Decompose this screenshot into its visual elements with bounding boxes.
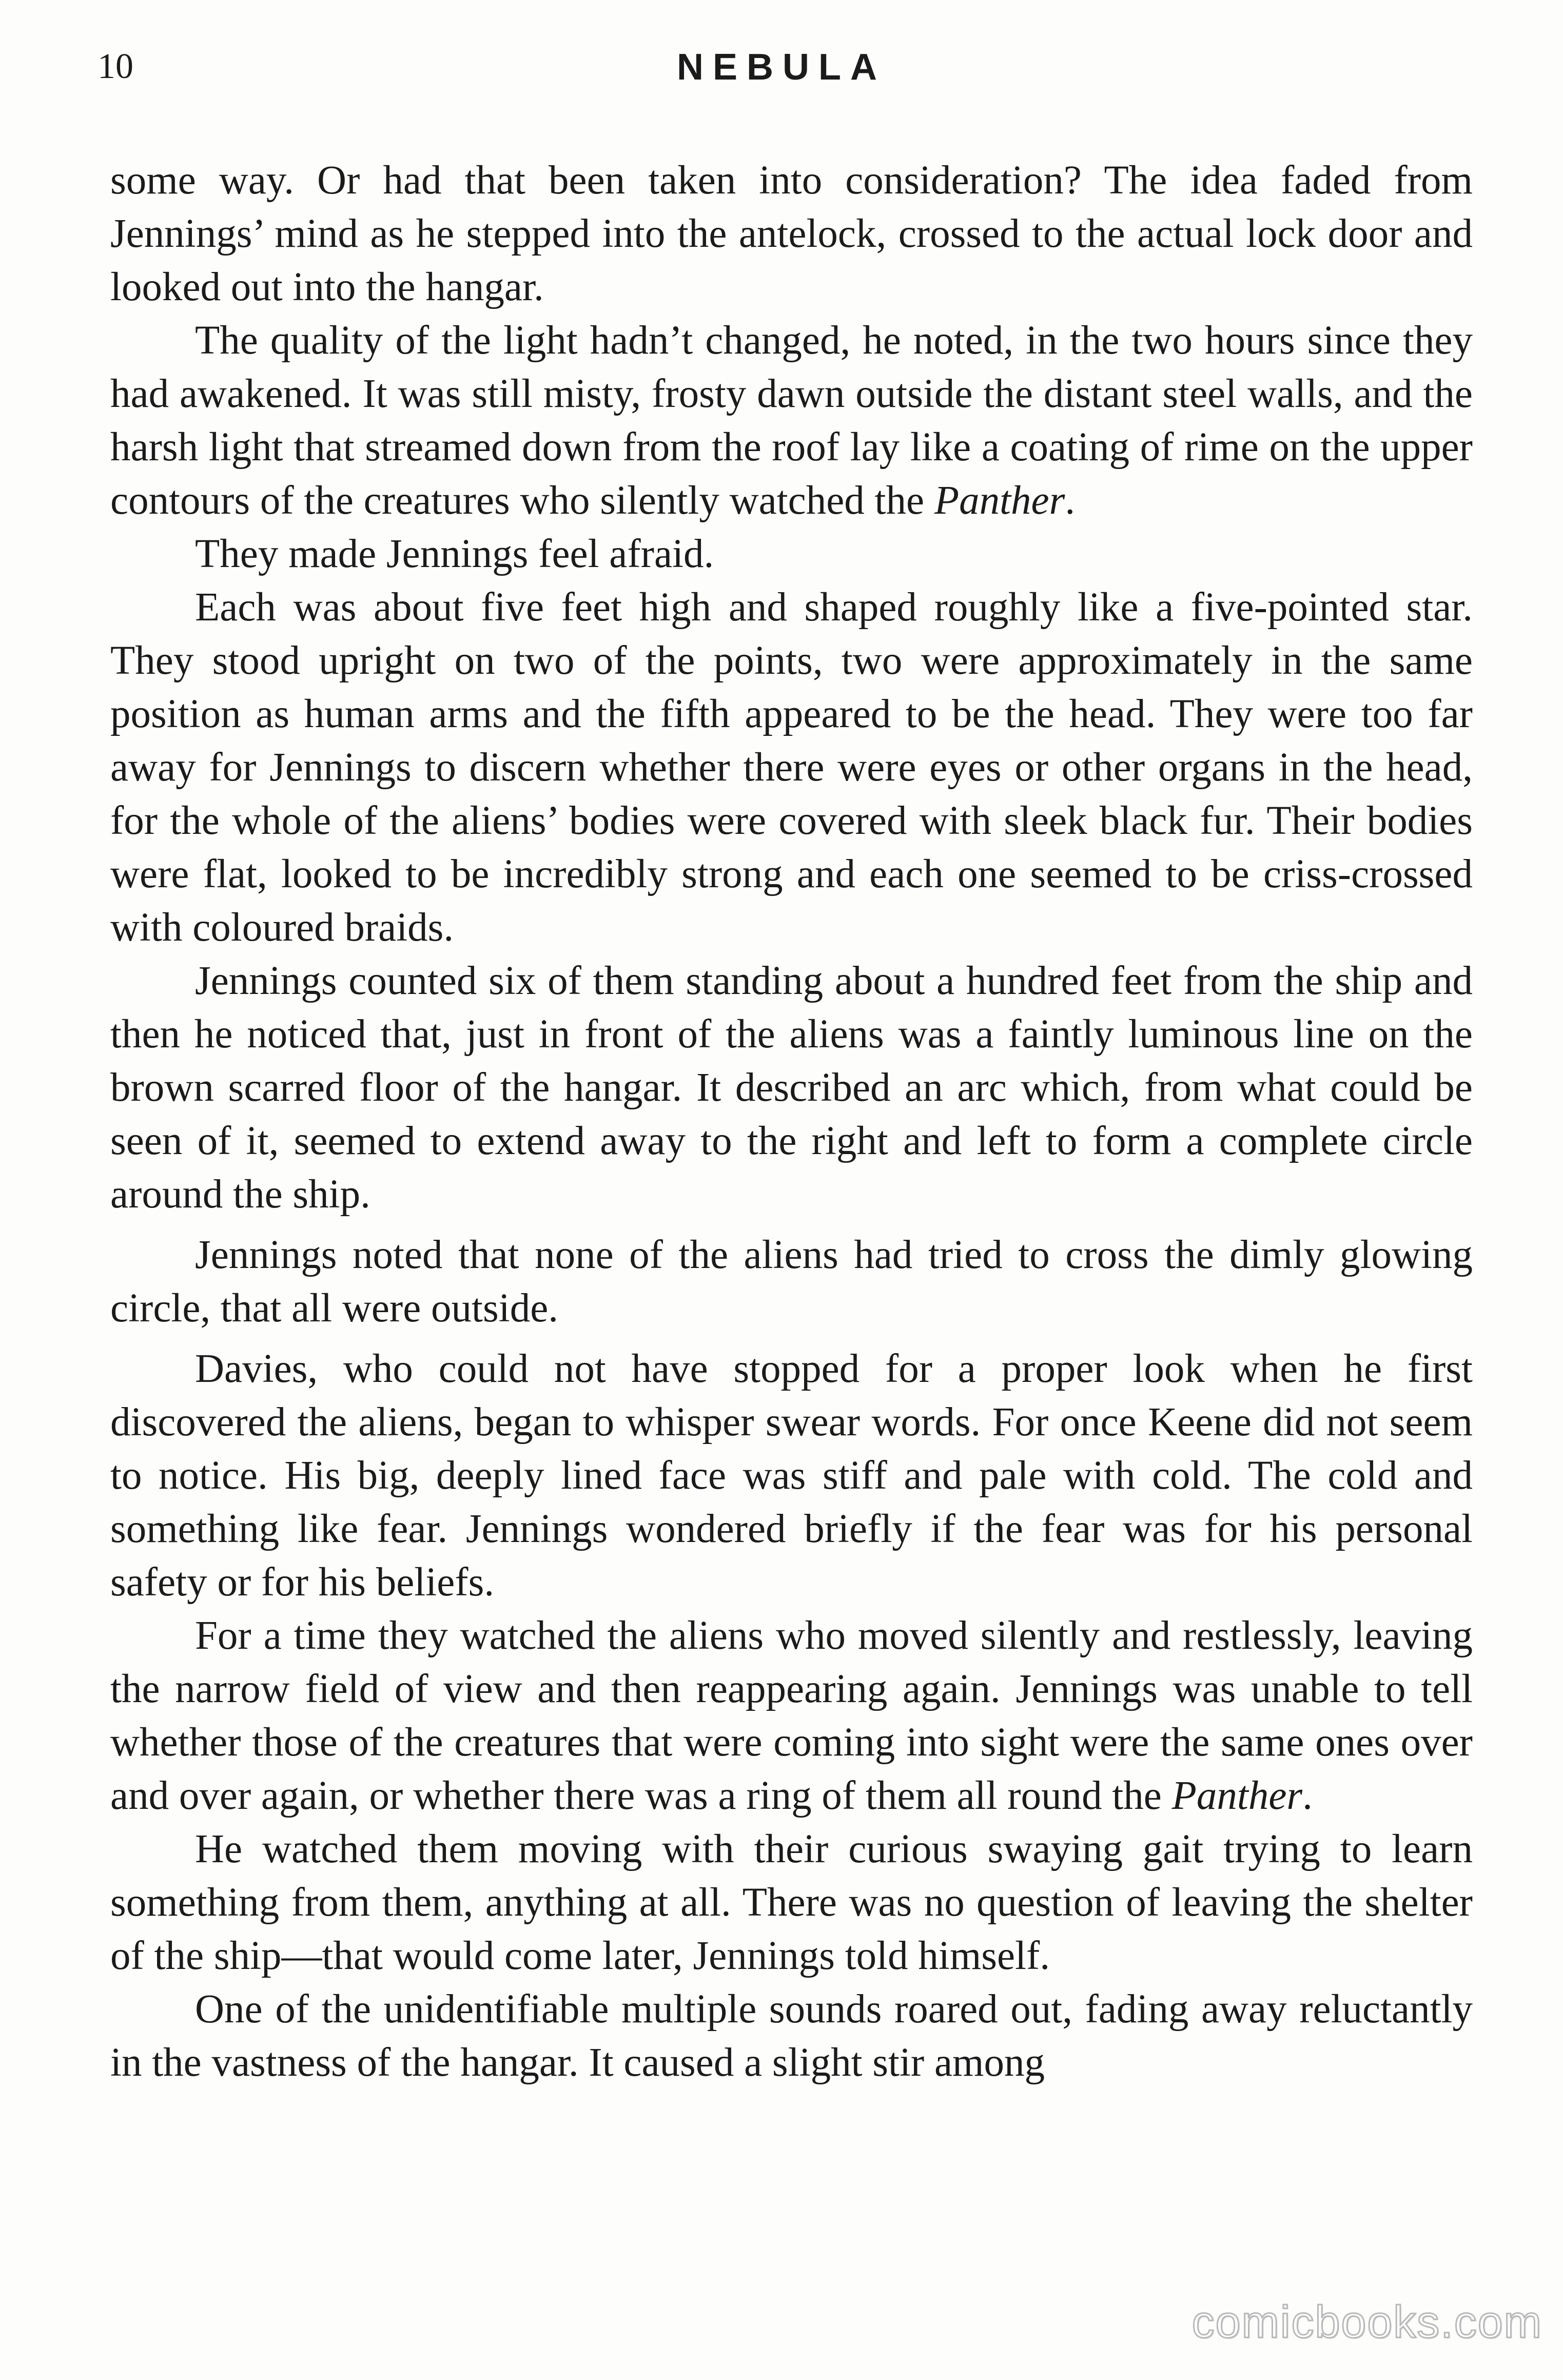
running-head-title: NEBULA [677,47,886,88]
paragraph: Davies, who could not have stopped for a proper look when he first discovered the aliens, began to whisper swear words. For once Keene did not seem to notice. His big, deeply lined face was stiff and pale with cold. The cold and something like fear. Jennings wondered briefly if the fear was for his personal safety or for his beliefs. [110,1347,1473,1605]
paragraph: Jennings noted that none of the aliens had tried to cross the dimly glowing circle, that all were outside. [110,1233,1473,1331]
paragraph: some way. Or had that been taken into consideration? The idea faded from Jennings’ mind as he stepped into the antelock, crossed to the actual lock door and looked out into the hangar. [110,158,1473,309]
body-text [110,154,1473,2090]
paragraph: One of the unidentifiable multiple sounds roared out, fading away reluctantly in the vastness of the hangar. It caused a slight stir among [110,1987,1473,2085]
paragraph: For a time they watched the aliens who moved silently and restlessly, leaving the narrow field of view and then reappearing again. Jennings was unable to tell whether those of the creatures that were coming into sight were the same ones over and over again, or whether there was a ring of them all round the Panther. [110,1613,1473,1818]
paragraph: He watched them moving with their curious swaying gait trying to learn something from them, anything at all. There was no question of leaving the shelter of the ship—that would come later, Jennings told himself. [110,1827,1473,1978]
paragraph: Jennings counted six of them standing about a hundred feet from the ship and then he noticed that, just in front of the aliens was a faintly luminous line on the brown scarred floor of the hangar. It described an arc which, from what could be seen of it, seemed to extend away to the right and left to form a complete circle around the ship. [110,959,1473,1217]
paragraph: The quality of the light hadn’t changed, he noted, in the two hours since they had awakened. It was still misty, frosty dawn outside the distant steel walls, and the harsh light that streamed down from the roof lay like a coating of rime on the upper contours of the creatures who silently watched the Panther. [110,318,1473,523]
ship-name: Panther [934,478,1065,523]
paragraph: Each was about five feet high and shaped roughly like a five-pointed star. They stood upright on two of the points, two were approximately in the same position as human arms and the fifth appeared to be the head. They were too far away for Jennings to discern whether there were eyes or other organs in the head, for the whole of the aliens’ bodies were covered with sleek black fur. Their bodies were flat, looked to be incredibly strong and each one seemed to be criss-crossed with coloured braids. [110,585,1473,950]
ship-name: Panther [1171,1773,1303,1818]
watermark-logo: comicbooks.com [1191,2296,1542,2347]
paragraph: They made Jennings feel afraid. [195,532,714,576]
page-number: 10 [97,47,133,86]
